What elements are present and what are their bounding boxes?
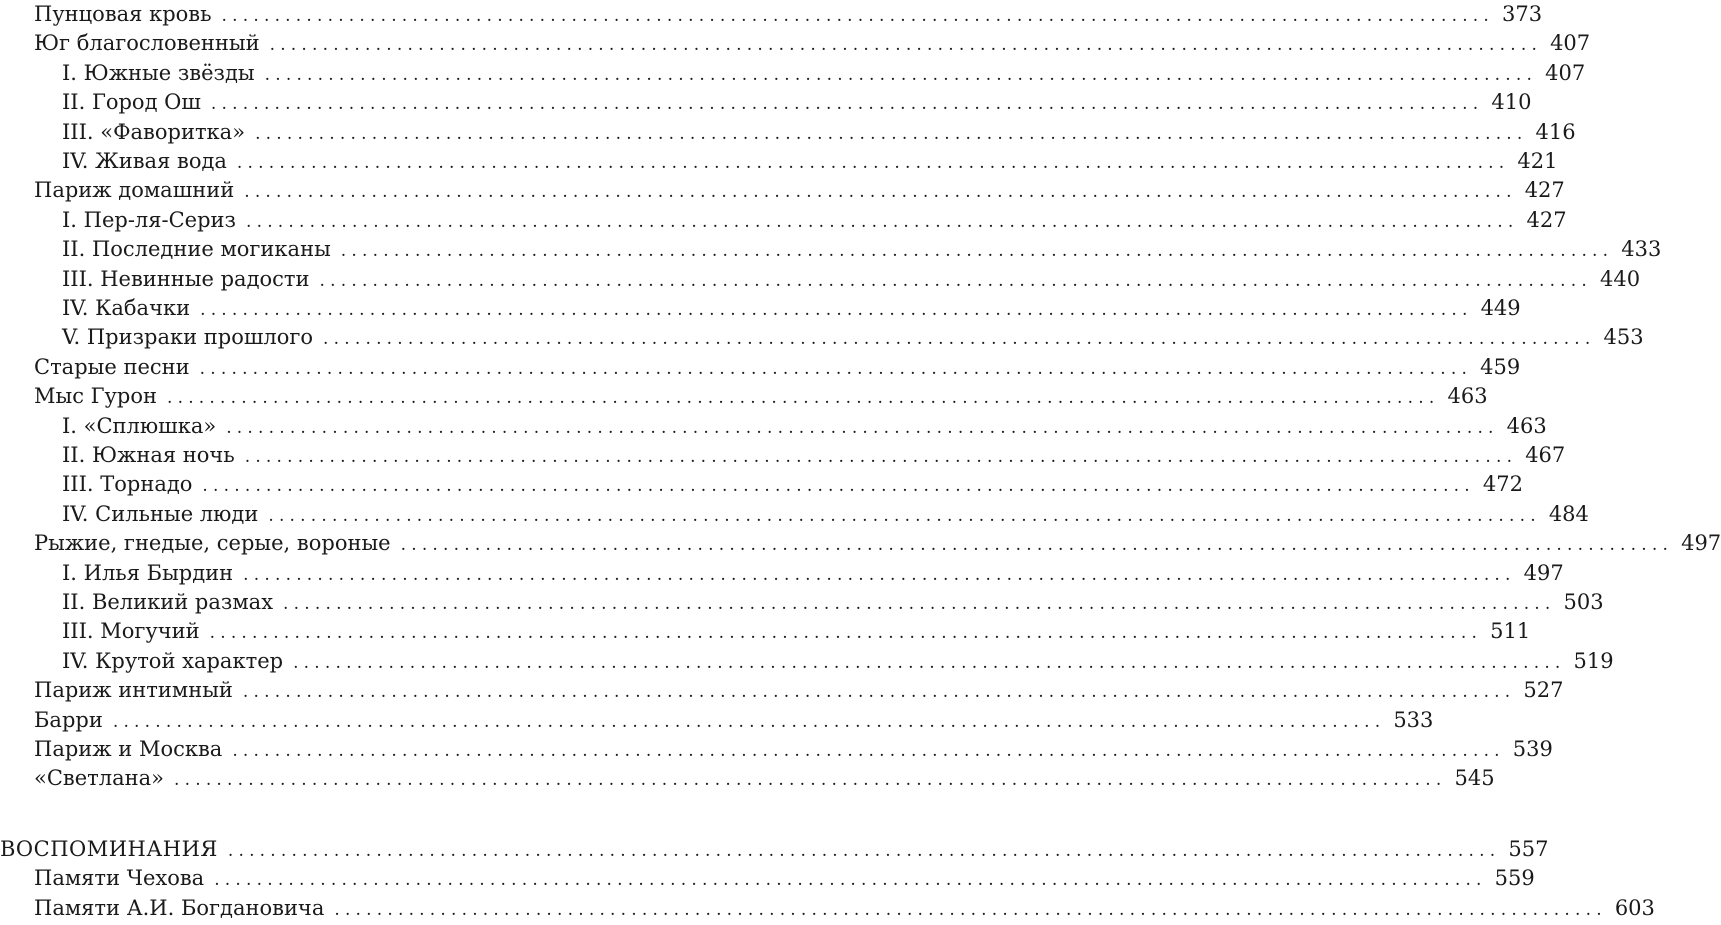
toc-page-number: 533 [1393, 707, 1434, 732]
toc-entry-title: III. Невинные радости [62, 266, 310, 291]
toc-page-number: 463 [1447, 384, 1488, 409]
toc-entry-title: «Светлана» [34, 766, 165, 791]
toc-entry [62, 441, 1566, 470]
toc-entry-title: IV. Крутой характер [62, 648, 284, 673]
toc-page-number: 427 [1524, 178, 1565, 203]
toc-entry-title: IV. Сильные люди [62, 501, 259, 526]
toc-entry-title: II. Город Ош [62, 90, 201, 115]
toc-entry [62, 294, 1521, 323]
toc-dot-leader: ........................................................................................................................ [255, 123, 1528, 144]
toc-entry [34, 894, 1655, 923]
toc-dot-leader: ........................................................................................................................ [244, 182, 1517, 203]
toc-page-number: 373 [1502, 2, 1543, 26]
toc-page-number: 416 [1535, 119, 1576, 144]
toc-entry-title: Памяти А.И. Богдановича [34, 895, 325, 920]
toc-entry [34, 29, 1591, 58]
toc-entry [34, 176, 1565, 205]
toc-page-number: 603 [1614, 895, 1655, 920]
toc-dot-leader: ........................................................................................................................ [334, 899, 1607, 920]
toc-dot-leader: ........................................................................................................................ [202, 476, 1475, 497]
toc-page-number: 449 [1480, 296, 1521, 320]
toc-dot-leader: ........................................................................................................................ [264, 64, 1538, 85]
toc-entry-title: I. Южные звёзды [62, 60, 255, 85]
toc-dot-leader: ........................................................................................................................ [340, 241, 1614, 262]
toc-entry [34, 676, 1564, 705]
toc-dot-leader: ........................................................................................................................ [244, 447, 1518, 467]
toc-entry [34, 764, 1495, 793]
toc-dot-leader: ........................................................................................................................ [242, 682, 1516, 703]
toc-entry [34, 864, 1535, 893]
toc-dot-leader: ........................................................................................................................ [400, 535, 1674, 556]
toc-entry [62, 588, 1604, 617]
toc-entry-title: Пунцовая кровь [34, 2, 212, 26]
toc-page-number: 463 [1506, 413, 1547, 438]
toc-section-heading [0, 835, 1549, 864]
toc-dot-leader: ........................................................................................................................ [246, 211, 1519, 232]
toc-entry-title: II. Последние могиканы [62, 237, 331, 262]
toc-dot-leader: ........................................................................................................................ [200, 300, 1473, 320]
toc-page-number: 527 [1523, 678, 1564, 703]
toc-dot-leader: ........................................................................................................................ [243, 564, 1516, 585]
toc-entry [62, 470, 1523, 499]
toc-dot-leader: ........................................................................................................................ [226, 417, 1499, 438]
toc-page-number: 410 [1491, 90, 1532, 115]
toc-dot-leader: ........................................................................................................................ [323, 329, 1596, 350]
toc-page-number: 519 [1573, 648, 1614, 673]
toc-entry-title: Мыс Гурон [34, 384, 157, 409]
toc-entry-title: I. Пер-ля-Сериз [62, 207, 236, 232]
toc-entry [34, 735, 1553, 764]
toc-entry-title: I. Илья Бырдин [62, 560, 234, 585]
toc-page-number: 511 [1490, 619, 1531, 644]
toc-dot-leader: ........................................................................................................................ [214, 870, 1487, 891]
toc-entry [34, 382, 1488, 411]
toc-page-number: 453 [1603, 325, 1644, 350]
toc-page-number: 407 [1545, 60, 1586, 85]
toc-dot-leader: ........................................................................................................................ [227, 840, 1501, 861]
toc-page-number: 472 [1482, 472, 1523, 497]
toc-entry-title: Юг благословенный [34, 31, 260, 56]
toc-dot-leader: ........................................................................................................................ [236, 153, 1510, 173]
toc-entry [62, 59, 1586, 88]
toc-entry-title: Барри [34, 707, 103, 732]
toc-page-number: 427 [1526, 207, 1567, 232]
toc-entry-title: Старые песни [34, 354, 190, 379]
toc-page-number: 545 [1454, 766, 1495, 791]
toc-dot-leader: ........................................................................................................................ [199, 358, 1473, 379]
toc-entry [62, 500, 1589, 529]
toc-page-number: 503 [1563, 590, 1604, 614]
toc-entry-title: Рыжие, гнедые, серые, вороные [34, 531, 391, 556]
toc-entry [34, 0, 1543, 29]
toc-page-number: 559 [1494, 866, 1535, 891]
toc-entry-title: V. Призраки прошлого [62, 325, 314, 350]
toc-page-number: 497 [1523, 560, 1564, 585]
toc-dot-leader: ........................................................................................................................ [319, 270, 1592, 291]
toc-dot-leader: ........................................................................................................................ [293, 652, 1566, 673]
toc-entry-title: III. «Фаворитка» [62, 119, 246, 144]
toc-entry [62, 323, 1644, 352]
toc-dot-leader: ........................................................................................................................ [210, 94, 1484, 115]
toc-entry-title: II. Южная ночь [62, 443, 235, 467]
toc-entry [62, 147, 1558, 176]
toc-page-number: 421 [1517, 149, 1558, 173]
toc-dot-leader: ........................................................................................................................ [112, 711, 1386, 732]
toc-entry-title: Париж домашний [34, 178, 235, 203]
toc-entry [62, 235, 1662, 264]
toc-entry [62, 412, 1547, 441]
toc-page-number: 484 [1548, 501, 1589, 526]
toc-dot-leader: ........................................................................................................................ [221, 6, 1495, 26]
toc-entry [62, 88, 1532, 117]
toc-dot-leader: ........................................................................................................................ [167, 388, 1440, 409]
toc-page-number: 459 [1480, 354, 1521, 379]
toc-entry-title: Памяти Чехова [34, 866, 205, 891]
toc-entry [62, 617, 1531, 646]
toc-entry [62, 559, 1564, 588]
toc-entry [34, 353, 1521, 382]
toc-page-number: 497 [1681, 531, 1721, 556]
toc-entry [62, 265, 1641, 294]
toc-entry [34, 529, 1721, 558]
toc-entry-title: II. Великий размах [62, 590, 274, 614]
toc-dot-leader: ........................................................................................................................ [232, 741, 1505, 761]
toc-dot-leader: ........................................................................................................................ [209, 623, 1483, 644]
toc-entry [62, 118, 1576, 147]
toc-entry [34, 706, 1434, 735]
toc-dot-leader: ........................................................................................................................ [174, 770, 1447, 791]
toc-entry-title: III. Торнадо [62, 472, 193, 497]
toc-dot-leader: ........................................................................................................................ [268, 505, 1541, 526]
toc-page-number: 539 [1512, 737, 1553, 761]
toc-entry-title: ВОСПОМИНАНИЯ [0, 836, 218, 861]
toc-entry-title: I. «Сплюшка» [62, 413, 217, 438]
toc-entry [62, 647, 1614, 676]
toc-entry-title: Париж и Москва [34, 737, 223, 761]
toc-entry [62, 206, 1567, 235]
toc-entry-title: Париж интимный [34, 678, 233, 703]
toc-page-number: 557 [1508, 836, 1549, 861]
toc-entry-title: IV. Живая вода [62, 149, 227, 173]
toc-page-number: 467 [1525, 443, 1566, 467]
toc-dot-leader: ........................................................................................................................ [269, 35, 1543, 56]
toc-entry-title: III. Могучий [62, 619, 200, 644]
toc-page-number: 433 [1621, 237, 1662, 262]
toc-page-number: 440 [1600, 266, 1641, 291]
toc-dot-leader: ........................................................................................................................ [283, 594, 1556, 614]
toc-entry-title: IV. Кабачки [62, 296, 191, 320]
toc-page-number: 407 [1550, 31, 1591, 56]
